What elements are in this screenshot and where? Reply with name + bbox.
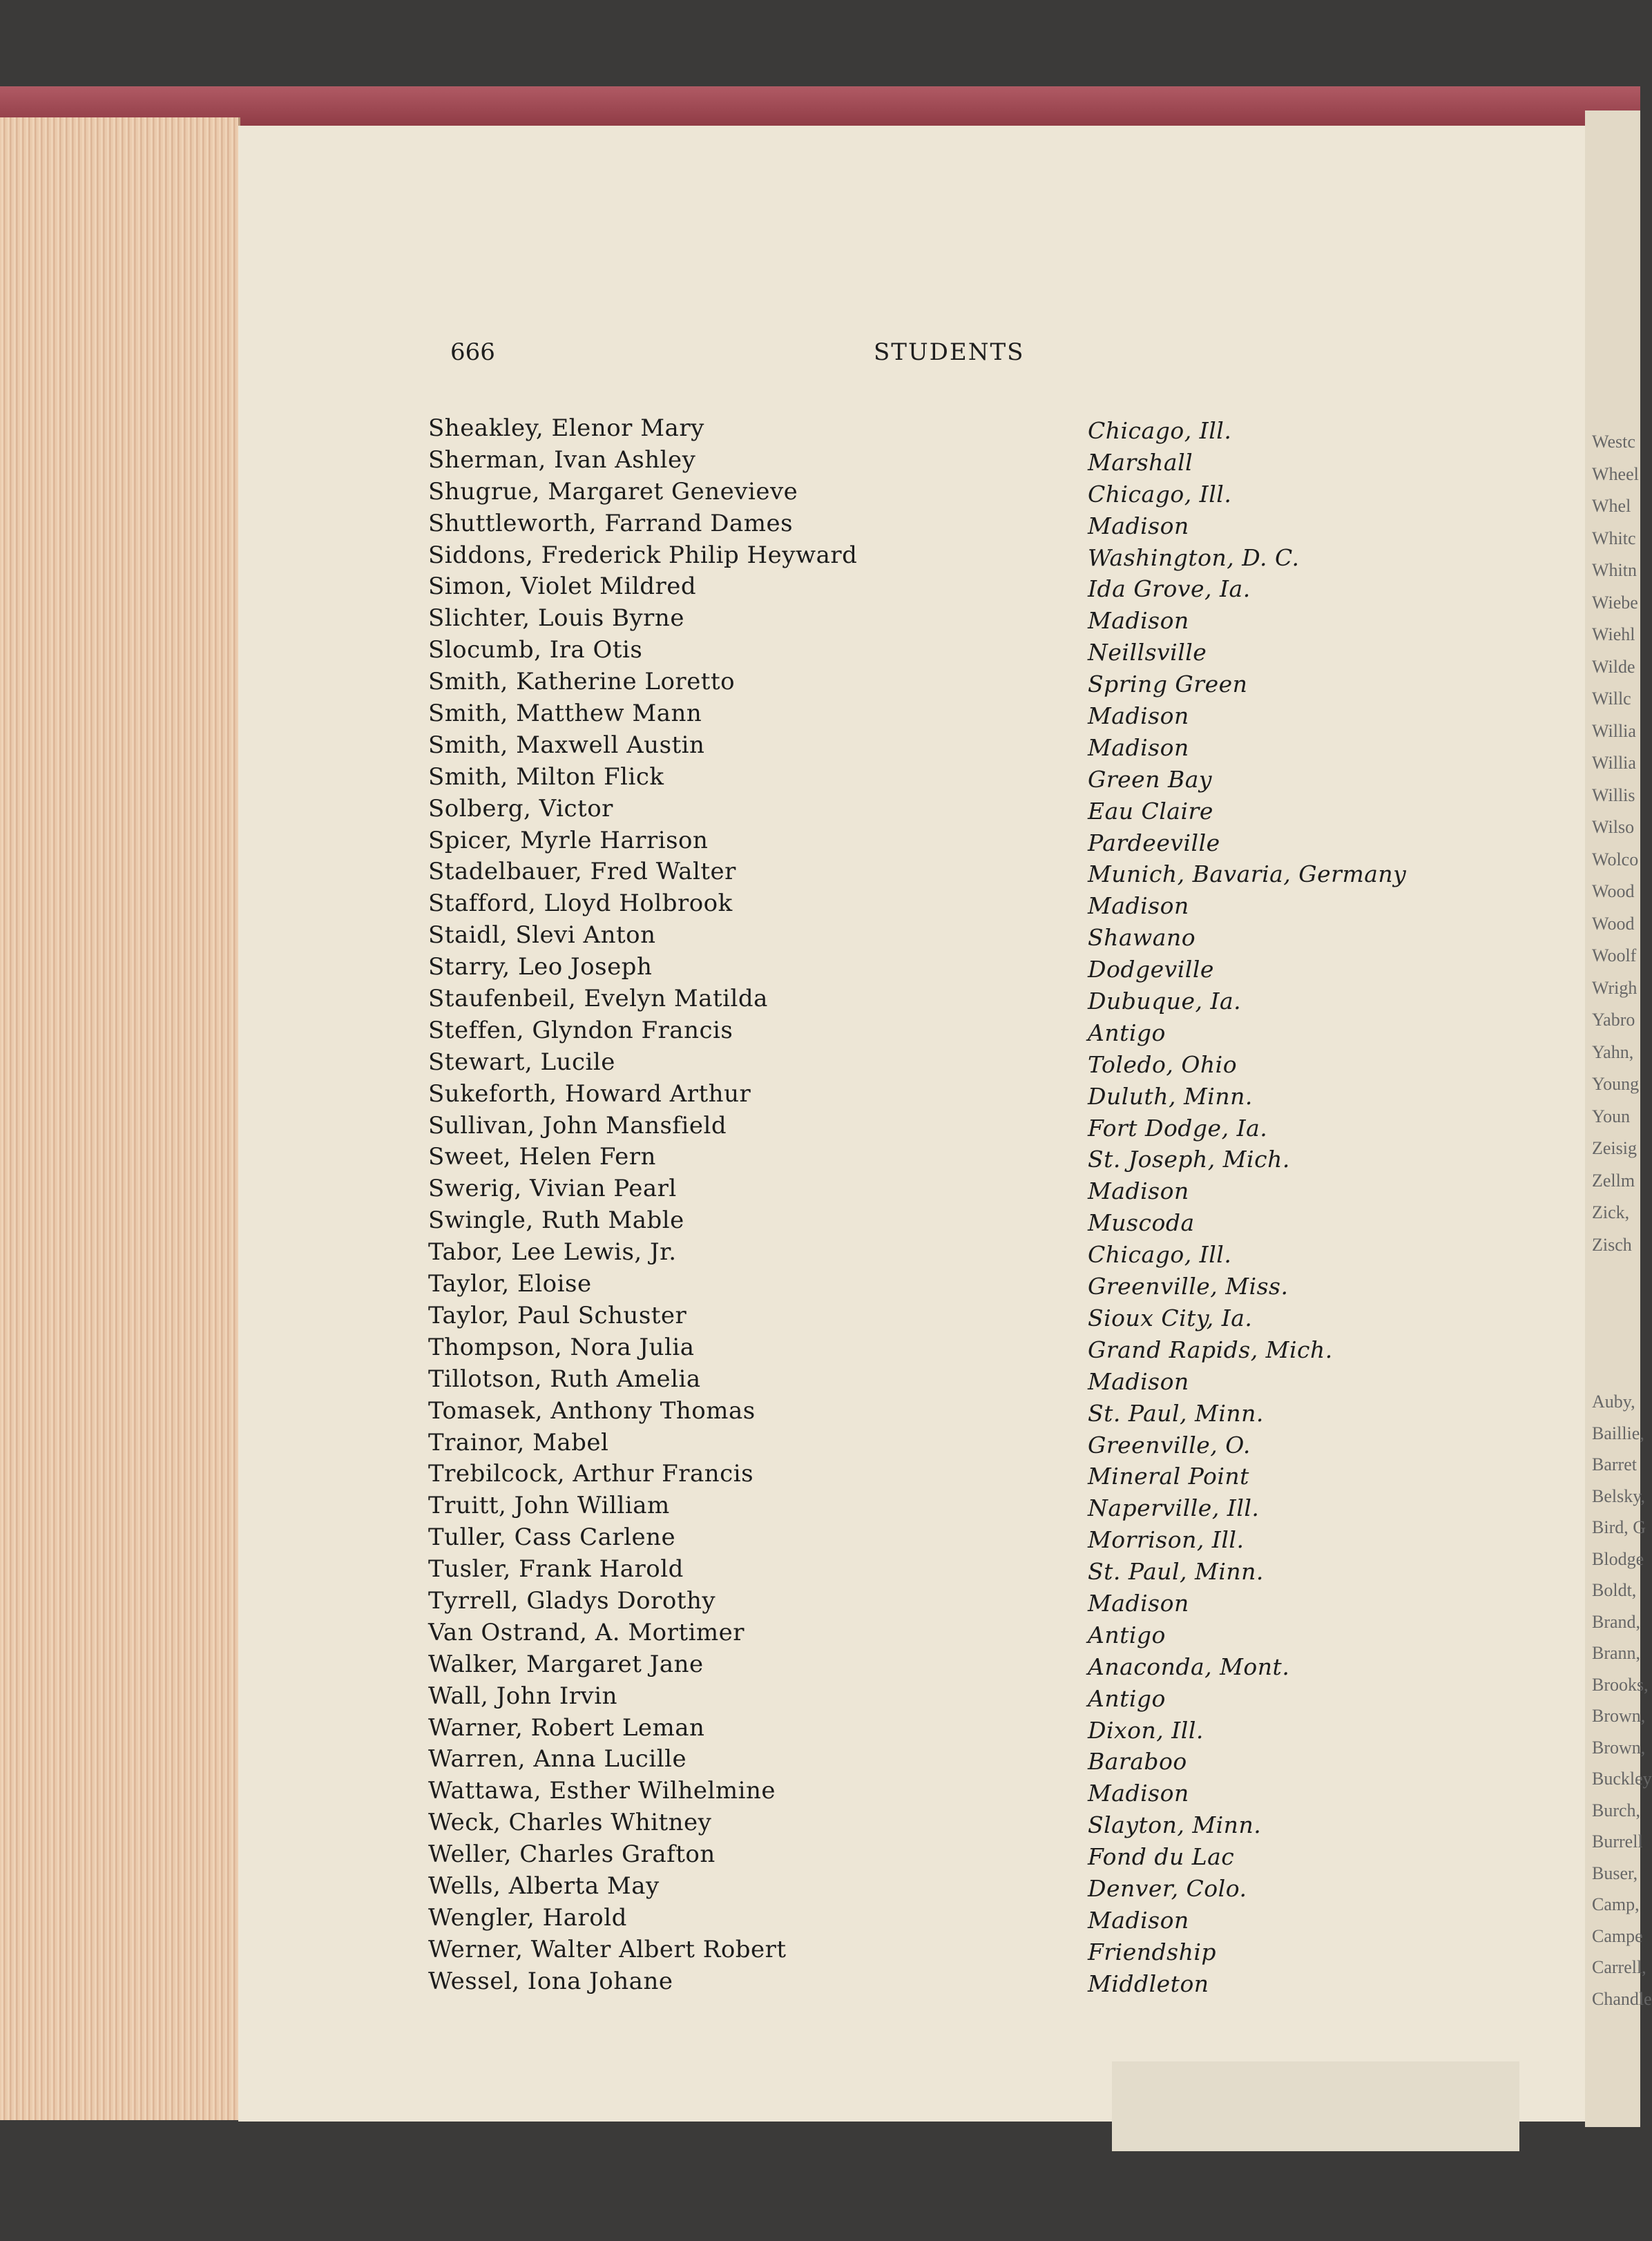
student-hometown: Antigo (1088, 1621, 1166, 1648)
student-hometown: Morrison, Ill. (1088, 1526, 1245, 1554)
scan-card (1112, 2061, 1519, 2151)
student-hometown: Toledo, Ohio (1088, 1050, 1238, 1078)
student-name: Werner, Walter Albert Robert (428, 1935, 787, 1963)
student-name: Staufenbeil, Evelyn Matilda (428, 985, 768, 1013)
student-name: Warner, Robert Leman (428, 1713, 705, 1742)
student-name: Slichter, Louis Byrne (428, 604, 684, 633)
next-page-fragment: Zick, (1592, 1202, 1630, 1222)
list-item (428, 446, 1492, 478)
next-page-fragment: Brown, (1592, 1706, 1646, 1726)
student-name: Sweet, Helen Fern (428, 1143, 656, 1171)
student-name: Shugrue, Margaret Genevieve (428, 477, 798, 506)
next-page-fragment: Woolf (1592, 945, 1637, 965)
next-page-fragment: Campe (1592, 1925, 1643, 1946)
student-name: Shuttleworth, Farrand Dames (428, 509, 794, 537)
next-page-fragment: Wilde (1592, 656, 1635, 677)
list-item (428, 953, 1492, 985)
next-page-fragment: Blodge (1592, 1548, 1644, 1569)
list-item (428, 1270, 1492, 1302)
student-name: Siddons, Frederick Philip Heyward (428, 541, 858, 569)
next-page-fragment: Yabro (1592, 1010, 1635, 1030)
student-hometown: Fort Dodge, Ia. (1088, 1114, 1268, 1142)
next-page-fragment: Wiebe (1592, 592, 1638, 613)
student-hometown: Pardeeville (1088, 829, 1220, 856)
student-hometown: Munich, Bavaria, Germany (1088, 860, 1407, 888)
list-item (428, 1904, 1492, 1936)
student-hometown: Anaconda, Mont. (1088, 1653, 1290, 1680)
student-hometown: Madison (1088, 512, 1189, 539)
student-hometown: Greenville, O. (1088, 1431, 1251, 1459)
list-item (428, 921, 1492, 953)
list-item (428, 573, 1492, 604)
next-page-fragment: Yahn, (1592, 1041, 1634, 1062)
list-item (428, 636, 1492, 668)
list-item (428, 1872, 1492, 1904)
student-hometown: Naperville, Ill. (1088, 1494, 1260, 1522)
list-item (428, 1936, 1492, 1968)
student-name: Walker, Margaret Jane (428, 1650, 704, 1678)
student-name: Trainor, Mabel (428, 1428, 609, 1456)
list-item (428, 858, 1492, 889)
student-name: Wells, Alberta May (428, 1872, 660, 1900)
student-hometown: Dubuque, Ia. (1088, 988, 1242, 1015)
list-item (428, 889, 1492, 921)
list-item (428, 1048, 1492, 1080)
student-name: Swerig, Vivian Pearl (428, 1175, 677, 1203)
list-item (428, 1238, 1492, 1270)
student-name: Steffen, Glyndon Francis (428, 1016, 733, 1044)
student-hometown: Sioux City, Ia. (1088, 1304, 1253, 1331)
next-page-fragment: Zisch (1592, 1234, 1632, 1255)
student-hometown: Baraboo (1088, 1748, 1187, 1776)
list-item (428, 1080, 1492, 1112)
student-hometown: Middleton (1088, 1970, 1209, 1997)
student-name: Taylor, Paul Schuster (428, 1301, 687, 1329)
student-hometown: Chicago, Ill. (1088, 1241, 1232, 1269)
student-name: Wengler, Harold (428, 1903, 627, 1932)
list-item (428, 1429, 1492, 1461)
page-number: 666 (450, 338, 495, 366)
list-item (428, 827, 1492, 858)
student-hometown: Antigo (1088, 1019, 1166, 1046)
next-page-fragment: Whitc (1592, 528, 1636, 548)
student-name: Wattawa, Esther Wilhelmine (428, 1777, 776, 1805)
list-item (428, 510, 1492, 541)
list-item (428, 1809, 1492, 1840)
student-name: Trebilcock, Arthur Francis (428, 1460, 754, 1488)
list-item (428, 1619, 1492, 1651)
list-item (428, 763, 1492, 795)
student-hometown: Madison (1088, 892, 1189, 920)
list-item (428, 1365, 1492, 1397)
list-item (428, 731, 1492, 763)
student-name: Swingle, Ruth Mable (428, 1206, 684, 1235)
student-hometown: Madison (1088, 1780, 1189, 1807)
student-hometown: Friendship (1088, 1938, 1217, 1965)
list-item (428, 1143, 1492, 1175)
list-item (428, 668, 1492, 700)
list-item (428, 1682, 1492, 1714)
student-hometown: Dodgeville (1088, 956, 1214, 983)
next-page-fragment: Westc (1592, 432, 1635, 452)
student-hometown: Dixon, Ill. (1088, 1716, 1204, 1744)
next-page-fragment: Buckley (1592, 1769, 1652, 1789)
student-name: Spicer, Myrle Harrison (428, 826, 709, 854)
student-hometown: Washington, D. C. (1088, 544, 1300, 571)
next-page-fragment: Willia (1592, 720, 1636, 741)
next-page-fragment: Zellm (1592, 1170, 1635, 1191)
student-hometown: Marshall (1088, 448, 1193, 476)
student-hometown: Madison (1088, 702, 1189, 730)
student-hometown: Muscoda (1088, 1209, 1195, 1237)
student-hometown: Green Bay (1088, 765, 1213, 793)
next-page-fragment: Burch, (1592, 1800, 1641, 1820)
next-page-fragment: Burrell (1592, 1831, 1643, 1852)
student-name: Van Ostrand, A. Mortimer (428, 1618, 745, 1646)
next-page-fragment: Bird, G (1592, 1517, 1646, 1537)
list-item (428, 1523, 1492, 1555)
student-name: Weller, Charles Grafton (428, 1840, 715, 1869)
student-name: Tyrrell, Gladys Dorothy (428, 1586, 716, 1615)
next-page-fragment: Willc (1592, 689, 1631, 709)
student-hometown: Madison (1088, 607, 1189, 635)
list-item (428, 478, 1492, 510)
next-page-fragment: Wolco (1592, 849, 1639, 869)
next-page-fragment: Chandle (1592, 1988, 1652, 2009)
student-hometown: Chicago, Ill. (1088, 417, 1232, 444)
student-name: Weck, Charles Whitney (428, 1809, 712, 1837)
student-hometown: Mineral Point (1088, 1463, 1249, 1490)
next-page-fragment: Belsky, (1592, 1485, 1646, 1506)
student-name: Tabor, Lee Lewis, Jr. (428, 1238, 677, 1267)
next-page-fragment: Wood (1592, 881, 1635, 901)
student-name: Sullivan, John Mansfield (428, 1111, 727, 1139)
next-page-fragment: Wilso (1592, 817, 1635, 837)
student-name: Thompson, Nora Julia (428, 1333, 695, 1361)
student-name: Smith, Katherine Loretto (428, 668, 736, 696)
student-name: Truitt, John William (428, 1492, 670, 1520)
student-name: Smith, Matthew Mann (428, 700, 702, 728)
list-item (428, 1777, 1492, 1809)
next-page-fragment: Carrell, (1592, 1957, 1646, 1977)
next-page-fragment: Whitn (1592, 560, 1637, 580)
next-page-fragment: Baillie, (1592, 1423, 1644, 1443)
student-name: Simon, Violet Mildred (428, 573, 697, 601)
student-name: Tillotson, Ruth Amelia (428, 1365, 701, 1393)
student-name: Taylor, Eloise (428, 1270, 592, 1298)
student-hometown: Ida Grove, Ia. (1088, 575, 1251, 603)
next-page-fragment: Buser, (1592, 1863, 1638, 1883)
book-cover-edge (0, 86, 1640, 128)
list-item (428, 604, 1492, 636)
list-item (428, 985, 1492, 1017)
student-hometown: Madison (1088, 733, 1189, 761)
student-name: Tomasek, Anthony Thomas (428, 1396, 756, 1425)
student-hometown: St. Joseph, Mich. (1088, 1146, 1290, 1173)
student-name: Smith, Maxwell Austin (428, 731, 705, 759)
student-hometown: Denver, Colo. (1088, 1874, 1247, 1902)
list-item (428, 1460, 1492, 1492)
list-item (428, 1714, 1492, 1746)
list-item (428, 700, 1492, 731)
student-hometown: Duluth, Minn. (1088, 1082, 1253, 1110)
student-hometown: Greenville, Miss. (1088, 1273, 1289, 1300)
student-hometown: Eau Claire (1088, 797, 1213, 825)
list-item (428, 1492, 1492, 1523)
list-item (428, 1302, 1492, 1334)
student-hometown: Slayton, Minn. (1088, 1811, 1262, 1839)
student-hometown: Madison (1088, 1906, 1189, 1934)
student-hometown: St. Paul, Minn. (1088, 1399, 1264, 1427)
student-hometown: St. Paul, Minn. (1088, 1558, 1264, 1586)
student-name: Slocumb, Ira Otis (428, 636, 643, 664)
student-name: Tuller, Cass Carlene (428, 1523, 676, 1552)
list-item (428, 1397, 1492, 1429)
list-item (428, 1017, 1492, 1048)
student-name: Tusler, Frank Harold (428, 1555, 684, 1584)
next-page-fragment: Zeisig (1592, 1138, 1637, 1158)
student-name: Sherman, Ivan Ashley (428, 445, 696, 474)
list-item (428, 1334, 1492, 1365)
student-hometown: Spring Green (1088, 671, 1248, 698)
student-name: Wall, John Irvin (428, 1682, 617, 1710)
next-page-fragment: Brown, (1592, 1737, 1646, 1758)
student-hometown: Fond du Lac (1088, 1843, 1235, 1871)
next-page-fragment: Youn (1592, 1106, 1631, 1126)
list-item (428, 414, 1492, 446)
next-page-fragment: Camp, (1592, 1894, 1640, 1914)
student-name: Stewart, Lucile (428, 1048, 615, 1076)
section-title: STUDENTS (874, 338, 1025, 366)
page-edges (0, 117, 240, 2120)
student-name: Stafford, Lloyd Holbrook (428, 889, 733, 918)
next-page-fragment: Barret (1592, 1454, 1637, 1474)
next-page-fragment: Wheel (1592, 463, 1639, 484)
next-page-fragment: Wood (1592, 913, 1635, 934)
student-name: Wessel, Iona Johane (428, 1967, 673, 1995)
next-page-fragment: Brooks, (1592, 1674, 1649, 1695)
list-item (428, 1651, 1492, 1682)
student-hometown: Shawano (1088, 924, 1196, 952)
list-item (428, 1206, 1492, 1238)
student-hometown: Neillsville (1088, 639, 1207, 666)
student-name: Staidl, Slevi Anton (428, 921, 656, 950)
student-name: Warren, Anna Lucille (428, 1745, 687, 1773)
next-page-fragment: Boldt, (1592, 1580, 1637, 1600)
next-page-fragment: Young (1592, 1074, 1640, 1094)
list-item (428, 795, 1492, 827)
student-hometown: Chicago, Ill. (1088, 480, 1232, 508)
student-hometown: Madison (1088, 1589, 1189, 1617)
next-page-leaf (1585, 110, 1652, 2127)
next-page-fragment: Brand, (1592, 1611, 1641, 1632)
student-name: Starry, Leo Joseph (428, 953, 653, 981)
list-item (428, 1555, 1492, 1587)
next-page-fragment: Willia (1592, 753, 1636, 773)
student-name: Sheakley, Elenor Mary (428, 414, 704, 442)
next-page-fragment: Auby, (1592, 1392, 1635, 1412)
list-item (428, 1840, 1492, 1872)
list-item (428, 1112, 1492, 1144)
student-name: Smith, Milton Flick (428, 762, 664, 791)
next-page-fragment: Willis (1592, 785, 1635, 805)
list-item (428, 1745, 1492, 1777)
student-name: Sukeforth, Howard Arthur (428, 1079, 751, 1108)
list-item (428, 1587, 1492, 1619)
student-hometown: Grand Rapids, Mich. (1088, 1336, 1333, 1363)
student-name: Stadelbauer, Fred Walter (428, 858, 736, 886)
student-hometown: Madison (1088, 1367, 1189, 1395)
next-page-fragment: Whel (1592, 496, 1631, 516)
student-list (428, 414, 1492, 1999)
next-page-fragment: Brann, (1592, 1643, 1641, 1663)
student-hometown: Antigo (1088, 1684, 1166, 1712)
next-page-fragment: Wiehl (1592, 624, 1635, 644)
list-item (428, 541, 1492, 573)
list-item (428, 1968, 1492, 1999)
student-name: Solberg, Victor (428, 794, 613, 823)
next-page-fragment: Wrigh (1592, 977, 1637, 998)
list-item (428, 1175, 1492, 1206)
student-hometown: Madison (1088, 1177, 1189, 1205)
